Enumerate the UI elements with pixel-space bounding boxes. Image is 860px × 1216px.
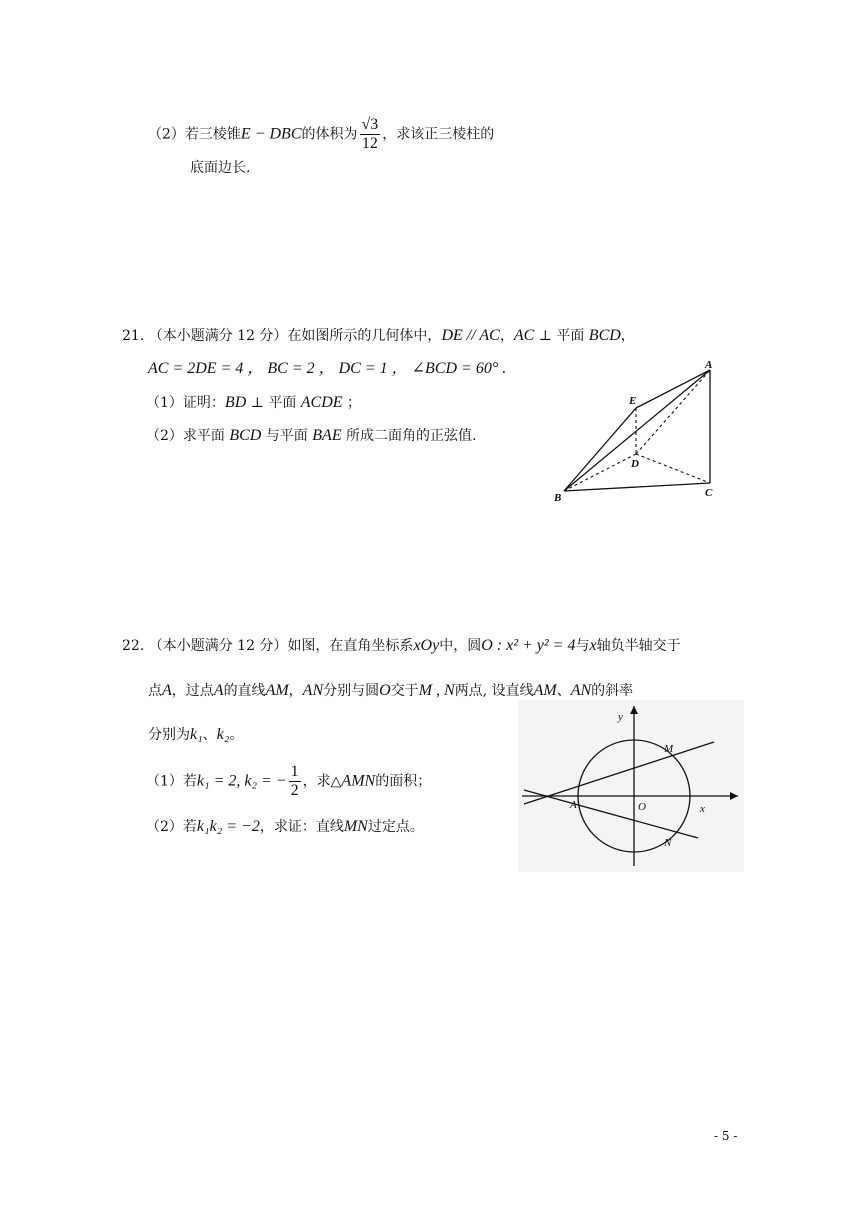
q20-part2-line2: 底面边长. xyxy=(190,160,251,176)
q22-number: 22. xyxy=(122,638,145,654)
x-axis-label: x xyxy=(700,803,705,815)
volume-fraction: $\frac{√3}{12}$ xyxy=(361,116,379,152)
vertex-D-label: D xyxy=(631,458,639,470)
q22-line1: 22. （本小题满分 12 分）如图，在直角坐标系xOy中，圆O : x² + y² = 4与x轴负半轴交于 xyxy=(122,637,681,654)
point-N-label: N xyxy=(664,837,672,849)
q21-score: （本小题满分 12 分） xyxy=(148,328,288,344)
q22-part1: （1）若k₁ = 2, k₂ = − $\frac{1}{2}$ ，求△AMN的面积； xyxy=(146,763,432,799)
edge-BD xyxy=(564,454,636,491)
q22-circle-figure xyxy=(518,700,744,872)
q21-line1: 21. （本小题满分 12 分）在如图所示的几何体中，DE // AC，AC ⊥ 平面 BCD， xyxy=(122,327,635,344)
vertex-E-label: E xyxy=(629,395,637,407)
q21-part1: （1）证明：BD ⊥ 平面 ACDE ； xyxy=(146,394,362,411)
edge-EA xyxy=(636,370,710,408)
q21-geometry-figure xyxy=(550,358,730,508)
tetrahedron-name: E − DBC xyxy=(240,125,302,143)
figure-background xyxy=(518,700,744,872)
edge-DA xyxy=(636,370,710,454)
q22-line3: 分别为k₁、k₂。 xyxy=(148,726,244,743)
vertex-B-label: B xyxy=(554,492,562,504)
k2-fraction: $\frac{1}{2}$ xyxy=(290,763,299,799)
edge-BC xyxy=(564,483,710,491)
edge-DC xyxy=(636,454,710,483)
edge-BE xyxy=(564,408,636,491)
q21-conditions: AC = 2DE = 4 ， BC = 2 ， DC = 1 ， ∠BCD = 60° . xyxy=(148,360,507,377)
q22-line2: 点A，过点A的直线AM，AN分别与圆O交于M , N两点, 设直线AM、AN的斜率 xyxy=(148,682,634,699)
q22-score: （本小题满分 12 分） xyxy=(148,638,288,654)
q20-part2-line1: （2）若三棱锥E − DBC的体积为 $\frac{√3}{12}$ ，求该正三棱柱的 xyxy=(148,116,495,152)
point-M-label: M xyxy=(664,743,674,755)
point-A-label: A xyxy=(570,799,577,811)
point-O-label: O xyxy=(638,801,646,813)
vertex-A-label: A xyxy=(705,359,713,371)
q22-part2: （2）若k₁k₂ = −2，求证：直线MN过定点。 xyxy=(146,818,424,835)
q21-part2: （2）求平面 BCD 与平面 BAE 所成二面角的正弦值. xyxy=(146,427,477,444)
vertex-C-label: C xyxy=(705,487,713,499)
q21-number: 21. xyxy=(122,328,145,344)
y-axis-label: y xyxy=(618,711,623,723)
page-number: - 5 - xyxy=(714,1129,738,1143)
edge-BA xyxy=(564,370,710,491)
